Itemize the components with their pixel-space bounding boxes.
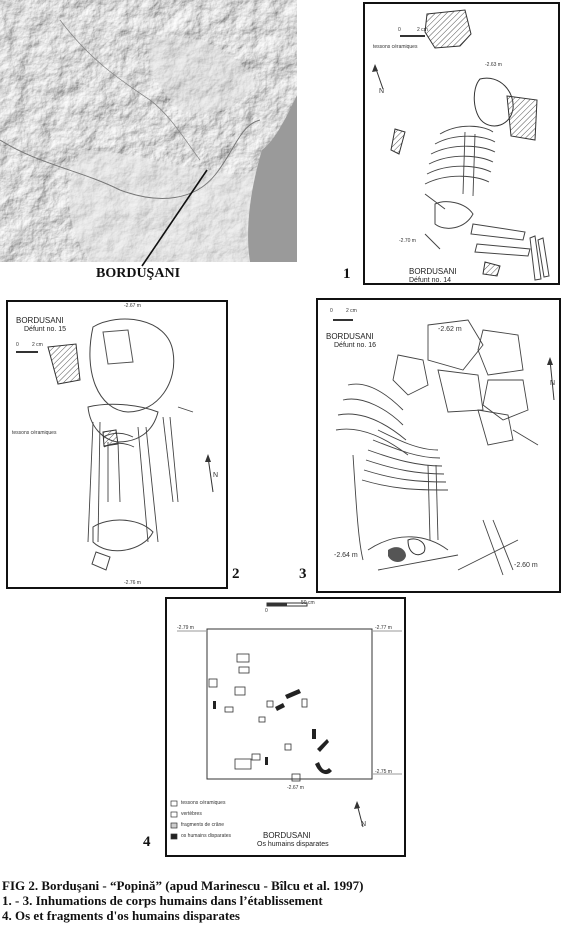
site-label: BORDUŞANI xyxy=(96,266,181,281)
depth-top: -2.67 m xyxy=(124,303,141,309)
depth-bottom-right: -2.75 m xyxy=(375,769,392,775)
site-name: BORDUSANI xyxy=(409,267,457,276)
scale-length: 2 cm xyxy=(346,308,357,314)
panel-number-4: 4 xyxy=(143,834,151,850)
panel-2-frame xyxy=(6,300,228,589)
panel-3-frame xyxy=(316,298,561,593)
depth-left: -2.64 m xyxy=(334,552,358,559)
legend-vertebrae: vertèbres xyxy=(181,811,202,817)
scale-zero: 0 xyxy=(330,308,333,314)
caption-line-3: 4. Os et fragments d'os humains disparates xyxy=(2,908,240,923)
panel-1-frame xyxy=(363,2,560,285)
depth-top-right: -2.77 m xyxy=(375,625,392,631)
depth-top-left: -2.79 m xyxy=(177,625,194,631)
depth-bottom: -2.70 m xyxy=(399,238,416,244)
site-name: BORDUSANI xyxy=(16,316,64,325)
scale-zero: 0 xyxy=(265,608,268,614)
defunt-label: Défunt no. 16 xyxy=(334,342,377,349)
panel-number-3: 3 xyxy=(299,566,307,582)
north-label: N xyxy=(213,472,219,479)
panel-4-frame xyxy=(165,597,406,857)
depth-bottom: -2.67 m xyxy=(287,785,304,791)
panel-number-2: 2 xyxy=(232,566,240,582)
panel-number-1: 1 xyxy=(343,266,351,282)
north-label: N xyxy=(550,380,556,387)
north-label: N xyxy=(379,88,385,95)
subtitle: Os humains disparates xyxy=(257,841,329,848)
site-pointer-line xyxy=(140,168,210,268)
scale-zero: 0 xyxy=(16,342,19,348)
caption-line-1: FIG 2. Borduşani - “Popină” (apud Marinescu - Bîlcu et al. 1997) xyxy=(2,878,364,893)
legend-skull-fragments: fragments de crâne xyxy=(181,822,225,828)
legend-sherds: tessons céramiques xyxy=(373,44,418,50)
scale-length: 2 cm xyxy=(32,342,43,348)
legend-scattered-bones: os humains disparates xyxy=(181,833,232,839)
bone-scatter-plan xyxy=(167,599,404,855)
site-name: BORDUSANI xyxy=(263,831,311,840)
north-label: N xyxy=(361,821,367,828)
legend-sherds: tessons céramiques xyxy=(12,430,57,436)
depth-top: -2.62 m xyxy=(438,326,462,333)
scale-length: 2 cm xyxy=(417,27,428,33)
defunt-label: Défunt no. 15 xyxy=(24,326,67,333)
site-name: BORDUSANI xyxy=(326,332,374,341)
scale-length: 50 cm xyxy=(301,600,315,606)
depth-bottom: -2.76 m xyxy=(124,580,141,586)
legend-sherds: tessons céramiques xyxy=(181,800,226,806)
depth-top: -2.63 m xyxy=(485,62,502,68)
caption-line-2: 1. - 3. Inhumations de corps humains dans l’établissement xyxy=(2,893,323,908)
figure-caption xyxy=(2,878,562,923)
depth-right: -2.60 m xyxy=(514,562,538,569)
scale-zero: 0 xyxy=(398,27,401,33)
defunt-label: Défunt no. 14 xyxy=(409,277,452,284)
